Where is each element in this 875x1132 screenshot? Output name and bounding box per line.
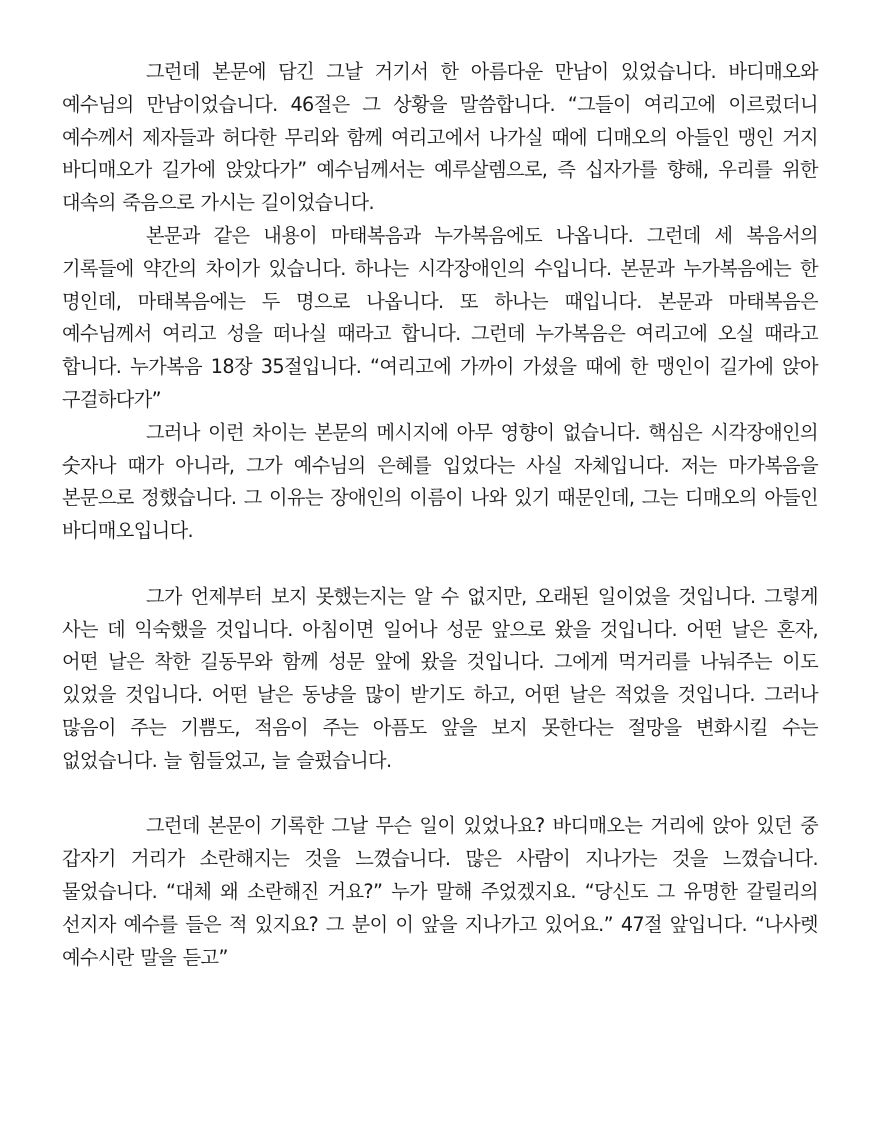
paragraph-gap <box>62 548 818 581</box>
paragraph: 그러나 이런 차이는 본문의 메시지에 아무 영향이 없습니다. 핵심은 시각장애인의 숫자나 때가 아니라, 그가 예수님의 은혜를 입었다는 사실 자체입니다. 저는 마가복음을 본문으로 정했습니다. 그 이유는 장애인의 이름이 나와 있기 때문인데, 그는 디매오의 아들인 바디매오입니다. <box>62 420 818 543</box>
document-body <box>62 56 818 974</box>
paragraph: 그런데 본문에 담긴 그날 거기서 한 아름다운 만남이 있었습니다. 바디매오와 예수님의 만남이었습니다. 46절은 그 상황을 말씀합니다. “그들이 여리고에 이르렀더니 예수께서 제자들과 허다한 무리와 함께 여리고에서 나가실 때에 디매오의 아들인 맹인 거지 바디매오가 길가에 앉았다가” 예수님께서는 예루살렘으로, 즉 십자가를 향해, 우리를 위한 대속의 죽음으로 가시는 길이었습니다. <box>62 60 818 215</box>
paragraph: 본문과 같은 내용이 마태복음과 누가복음에도 나옵니다. 그런데 세 복음서의 기록들에 약간의 차이가 있습니다. 하나는 시각장애인의 수입니다. 본문과 누가복음에는 한 명인데, 마태복음에는 두 명으로 나옵니다. 또 하나는 때입니다. 본문과 마태복음은 예수님께서 여리고 성을 떠나실 때라고 합니다. 그런데 누가복음은 여리고에 오실 때라고 합니다. 누가복음 18장 35절입니다. “여리고에 가까이 가셨을 때에 한 맹인이 길가에 앉아 구걸하다가” <box>62 223 818 411</box>
paragraph: 그가 언제부터 보지 못했는지는 알 수 없지만, 오래된 일이었을 것입니다. 그렇게 사는 데 익숙했을 것입니다. 아침이면 일어나 성문 앞으로 왔을 것입니다. 어떤 날은 혼자, 어떤 날은 착한 길동무와 함께 성문 앞에 왔을 것입니다. 그에게 먹거리를 나눠주는 이도 있었을 것입니다. 어떤 날은 동냥을 많이 받기도 하고, 어떤 날은 적었을 것입니다. 그러나 많음이 주는 기쁨도, 적음이 주는 아픔도 앞을 보지 못한다는 절망을 변화시킬 수는 없었습니다. 늘 힘들었고, 늘 슬펐습니다. <box>62 584 818 772</box>
paragraph: 그런데 본문이 기록한 그날 무슨 일이 있었나요? 바디매오는 거리에 앉아 있던 중 갑자기 거리가 소란해지는 것을 느꼈습니다. 많은 사람이 지나가는 것을 느꼈습니다. 물었습니다. “대체 왜 소란해진 거요?” 누가 말해 주었겠지요. “당신도 그 유명한 갈릴리의 선지자 예수를 들은 적 있지요? 그 분이 이 앞을 지나가고 있어요.” 47절 앞입니다. “나사렛 예수시란 말을 듣고” <box>62 814 818 969</box>
paragraph-gap <box>62 778 818 811</box>
